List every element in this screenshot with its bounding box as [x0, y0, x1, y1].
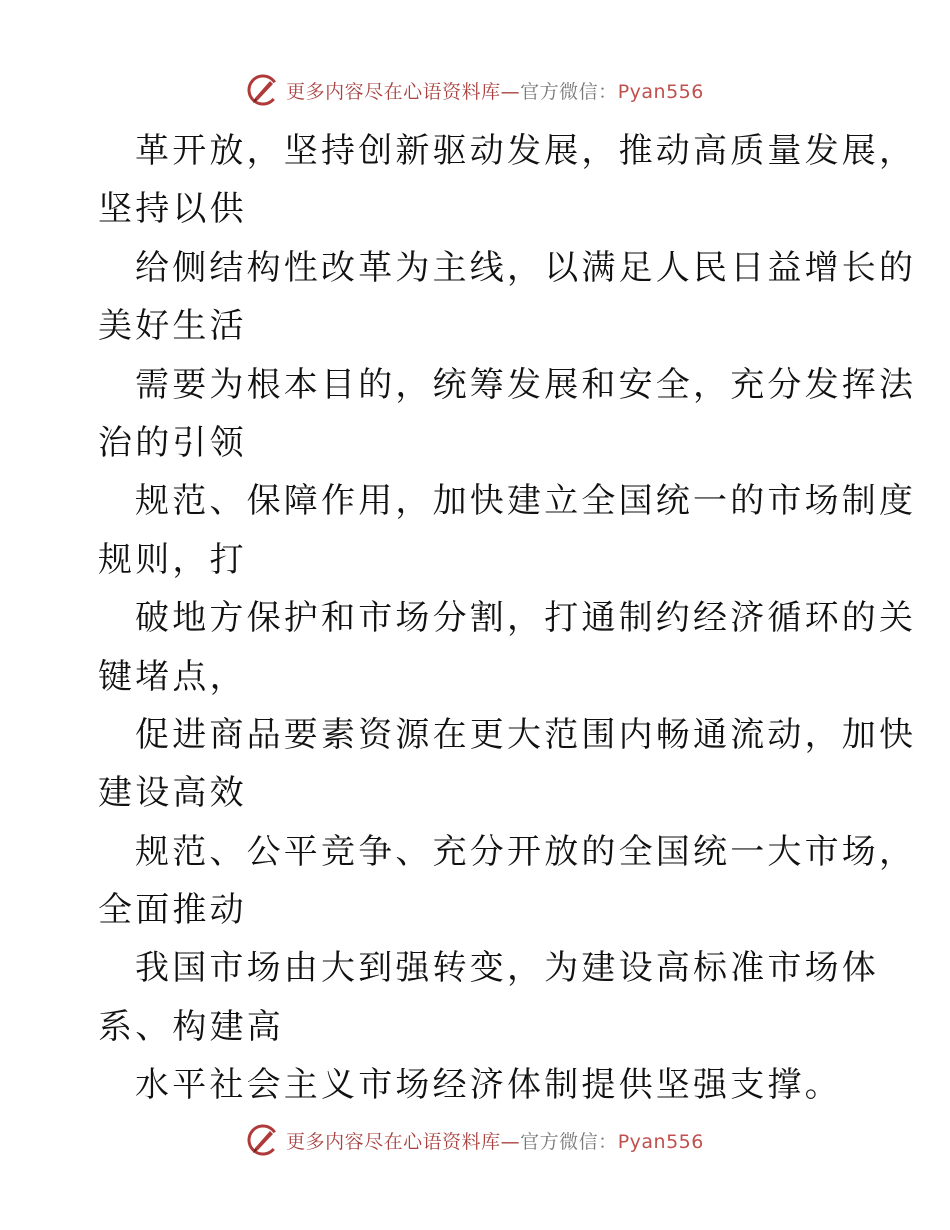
text-line-2: 坚持以供	[98, 189, 247, 230]
text-line-6: 治的引领	[98, 422, 247, 463]
text-line-16: 系、构建高	[98, 1006, 284, 1047]
document-body	[98, 122, 917, 1115]
text-line-4: 美好生活	[98, 306, 247, 347]
text-line-8: 规则，打	[98, 539, 247, 580]
watermark	[246, 1123, 704, 1157]
watermark-text	[286, 77, 704, 104]
text-line-14: 全面推动	[98, 890, 247, 931]
watermark-dash: —	[500, 1130, 521, 1153]
watermark-main: 更多内容尽在心语资料库	[286, 80, 501, 103]
watermark-dash: —	[500, 80, 521, 103]
quill-logo-icon	[246, 73, 280, 107]
text-line-12: 建设高效	[98, 773, 247, 814]
watermark-handle: Pyan556	[617, 80, 704, 103]
watermark-official: 官方微信：	[520, 1130, 618, 1153]
text-line-17: 水平社会主义市场经济体制提供坚强支撑。	[135, 1065, 842, 1106]
text-line-7: 规范、保障作用，加快建立全国统一的市场制度	[135, 481, 917, 522]
watermark-text	[286, 1127, 704, 1154]
watermark-main: 更多内容尽在心语资料库	[286, 1130, 501, 1153]
text-line-10: 键堵点，	[98, 656, 247, 697]
text-line-11: 促进商品要素资源在更大范围内畅通流动，加快	[135, 714, 917, 755]
text-line-3: 给侧结构性改革为主线，以满足人民日益增长的	[135, 247, 917, 288]
watermark-handle: Pyan556	[617, 1130, 704, 1153]
watermark	[246, 73, 704, 107]
text-line-9: 破地方保护和市场分割，打通制约经济循环的关	[135, 598, 917, 639]
quill-logo-icon	[246, 1123, 280, 1157]
header-watermark	[0, 72, 950, 108]
text-line-13: 规范、公平竞争、充分开放的全国统一大市场，	[135, 831, 917, 872]
footer-watermark	[0, 1122, 950, 1158]
text-line-1: 革开放，坚持创新驱动发展，推动高质量发展，	[135, 131, 917, 171]
text-line-15: 我国市场由大到强转变，为建设高标准市场体	[135, 948, 879, 989]
text-line-5: 需要为根本目的，统筹发展和安全，充分发挥法	[135, 364, 917, 405]
watermark-official: 官方微信：	[520, 80, 618, 103]
